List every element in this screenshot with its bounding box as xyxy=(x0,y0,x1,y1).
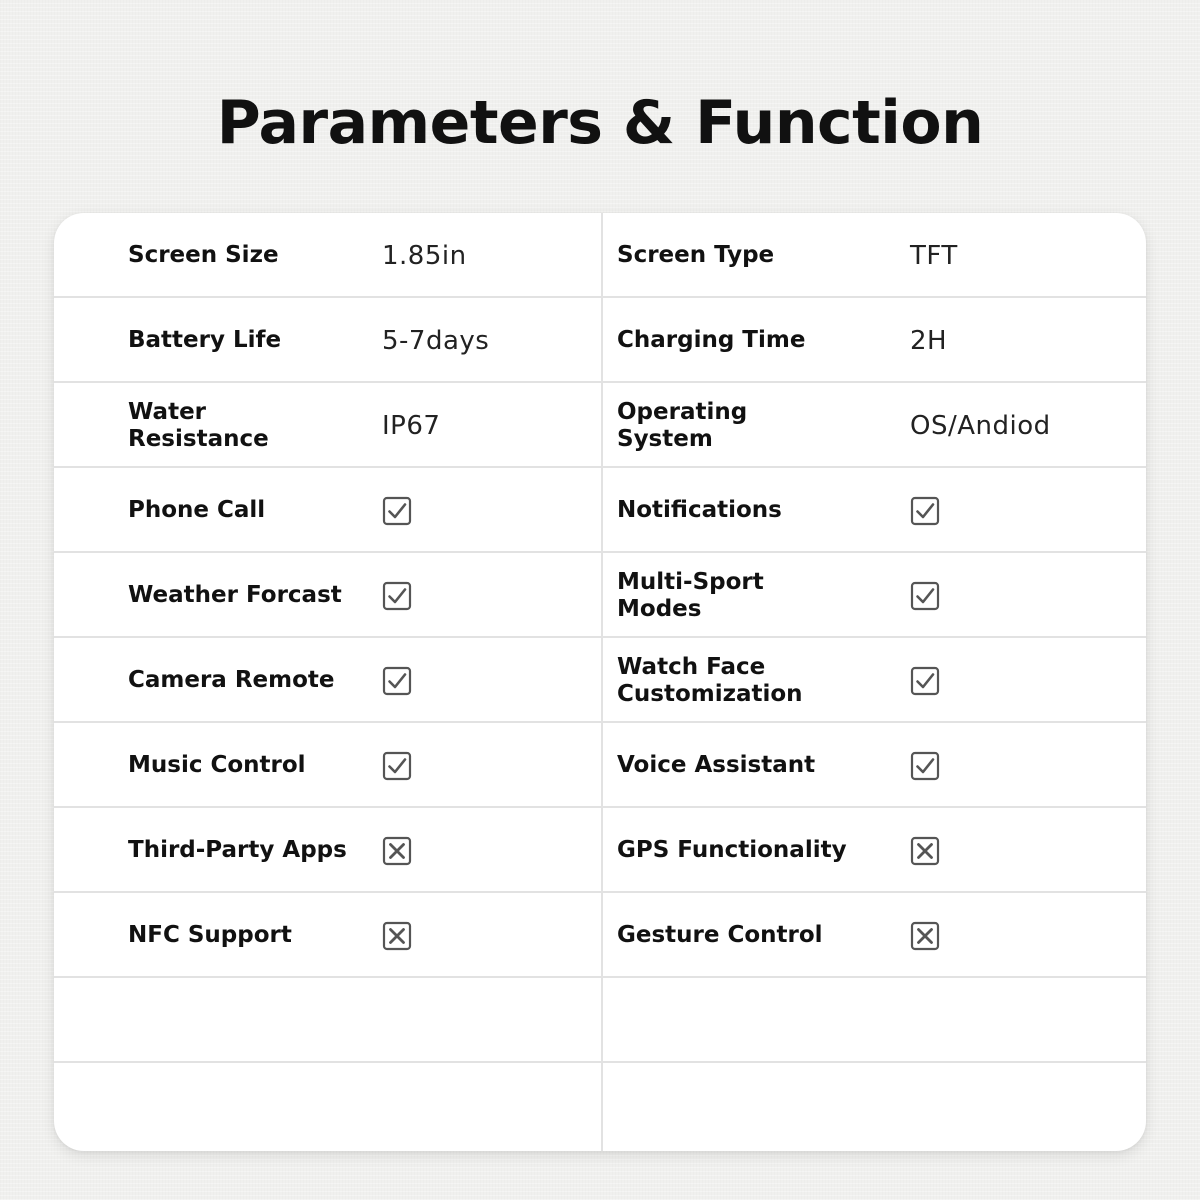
checked-box-icon xyxy=(910,751,940,781)
table-row xyxy=(54,213,1146,298)
spec-value: 2H xyxy=(910,325,948,356)
spec-label: Camera Remote xyxy=(128,667,335,693)
crossed-box-icon xyxy=(910,921,940,951)
crossed-box-icon xyxy=(382,921,412,951)
table-row xyxy=(54,1063,1146,1148)
left-label-cell xyxy=(128,383,363,468)
left-label-cell xyxy=(128,553,363,638)
right-label-cell xyxy=(617,213,852,298)
right-value-cell xyxy=(910,383,1051,468)
right-value-cell xyxy=(910,553,940,638)
left-value-cell xyxy=(382,383,440,468)
spec-label: Weather Forcast xyxy=(128,582,342,608)
spec-value: OS/Andiod xyxy=(910,410,1051,441)
spec-label: Operating System xyxy=(617,398,748,452)
right-value-cell xyxy=(910,213,958,298)
right-value-cell xyxy=(910,468,940,553)
left-value-cell xyxy=(382,638,412,723)
left-value-cell xyxy=(382,893,412,978)
right-label-cell xyxy=(617,298,852,383)
left-value-cell xyxy=(382,213,467,298)
spec-value: 5-7days xyxy=(382,325,490,356)
spec-label: Third-Party Apps xyxy=(128,837,347,863)
checked-box-icon xyxy=(382,496,412,526)
checked-box-icon xyxy=(382,581,412,611)
spec-value: TFT xyxy=(910,240,958,271)
checked-box-icon xyxy=(382,666,412,696)
table-row xyxy=(54,638,1146,723)
left-label-cell xyxy=(128,808,363,893)
checked-box-icon xyxy=(382,751,412,781)
spec-label: Battery Life xyxy=(128,327,282,353)
spec-label: Water Resistance xyxy=(128,398,269,452)
page-title: Parameters & Function xyxy=(216,88,984,158)
spec-value: 1.85in xyxy=(382,240,467,271)
left-label-cell xyxy=(128,213,363,298)
spec-label: Multi-Sport Modes xyxy=(617,568,764,622)
table-row xyxy=(54,978,1146,1063)
table-row xyxy=(54,553,1146,638)
spec-label: NFC Support xyxy=(128,922,292,948)
spec-label: Screen Type xyxy=(617,242,775,268)
left-value-cell xyxy=(382,468,412,553)
right-value-cell xyxy=(910,808,940,893)
table-row xyxy=(54,383,1146,468)
right-value-cell xyxy=(910,893,940,978)
right-label-cell xyxy=(617,893,852,978)
right-value-cell xyxy=(910,638,940,723)
spec-label: GPS Functionality xyxy=(617,837,847,863)
spec-label: Notifications xyxy=(617,497,782,523)
right-label-cell xyxy=(617,553,852,638)
left-value-cell xyxy=(382,808,412,893)
right-label-cell xyxy=(617,808,852,893)
table-row xyxy=(54,723,1146,808)
left-label-cell xyxy=(128,723,363,808)
crossed-box-icon xyxy=(382,836,412,866)
left-label-cell xyxy=(128,638,363,723)
right-label-cell xyxy=(617,638,852,723)
right-label-cell xyxy=(617,383,852,468)
left-label-cell xyxy=(128,893,363,978)
table-row xyxy=(54,893,1146,978)
checked-box-icon xyxy=(910,666,940,696)
spec-label: Charging Time xyxy=(617,327,806,353)
spec-value: IP67 xyxy=(382,410,441,441)
checked-box-icon xyxy=(910,581,940,611)
left-label-cell xyxy=(128,468,363,553)
spec-table xyxy=(54,213,1146,1151)
table-row xyxy=(54,808,1146,893)
right-label-cell xyxy=(617,468,852,553)
left-value-cell xyxy=(382,298,489,383)
left-label-cell xyxy=(128,298,363,383)
spec-label: Voice Assistant xyxy=(617,752,816,778)
table-row xyxy=(54,468,1146,553)
checked-box-icon xyxy=(910,496,940,526)
right-value-cell xyxy=(910,723,940,808)
spec-label: Phone Call xyxy=(128,497,266,523)
left-value-cell xyxy=(382,723,412,808)
right-label-cell xyxy=(617,723,852,808)
spec-label: Music Control xyxy=(128,752,306,778)
table-row xyxy=(54,298,1146,383)
crossed-box-icon xyxy=(910,836,940,866)
spec-label: Gesture Control xyxy=(617,922,823,948)
spec-label: Screen Size xyxy=(128,242,279,268)
left-value-cell xyxy=(382,553,412,638)
right-value-cell xyxy=(910,298,947,383)
spec-label: Watch Face Customization xyxy=(617,653,803,707)
